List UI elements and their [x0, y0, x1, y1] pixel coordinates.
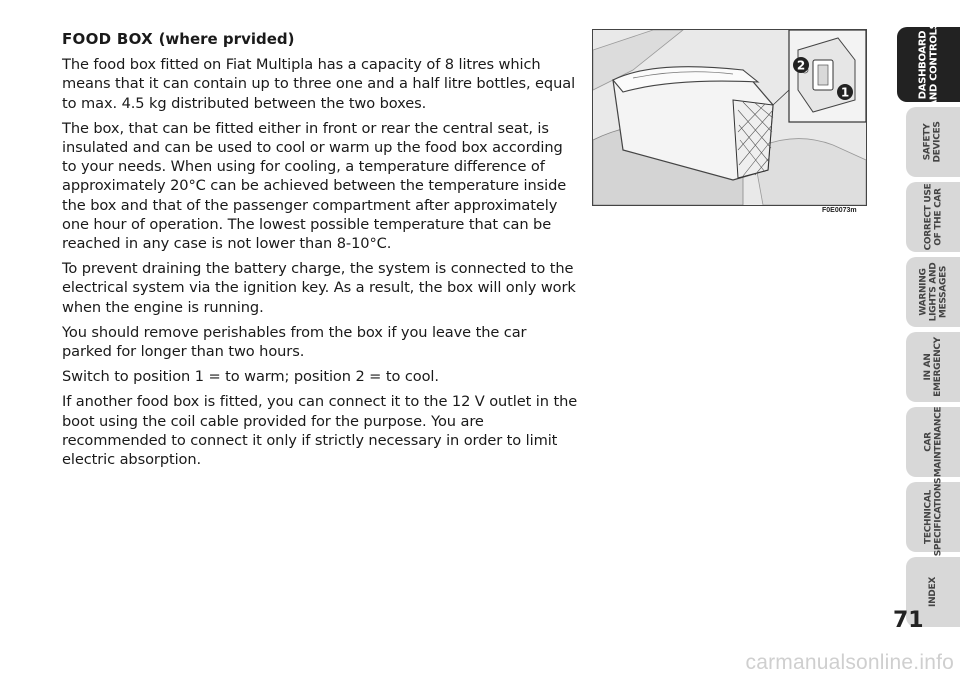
tab-label: IN AN EMERGENCY	[923, 337, 944, 397]
main-content	[62, 30, 578, 475]
tab-label: DASHBOARD AND CONTROLS	[917, 21, 940, 108]
paragraph-perishables: You should remove perishables from the box if you leave the car parked for longer than two hours.	[62, 323, 527, 361]
tab-label: CORRECT USE OF THE CAR	[923, 183, 943, 251]
callout-2-label: 2	[796, 58, 806, 73]
tab-label: CAR MAINTENANCE	[923, 406, 944, 478]
paragraph-battery: To prevent draining the battery charge, the system is connected to the electrical system via the ignition key. As a result, the box will only work when the engine is running.	[62, 260, 576, 316]
food-box-illustration	[592, 29, 867, 206]
paragraph-outlet: If another food box is fitted, you can connect it to the 12 V outlet in the boot using the coil cable provided for the purpose. You are recommended to connect it only if strictly necessary in order to limit electric absorption.	[62, 393, 578, 469]
paragraph-switch: Switch to position 1 = to warm; position 2 = to cool.	[62, 368, 439, 386]
chapter-tabs	[897, 21, 960, 632]
tab-correct-use-of-the-car[interactable]	[906, 182, 960, 252]
watermark: carmanualsonline.info	[745, 651, 954, 674]
tab-safety-devices[interactable]	[906, 107, 960, 177]
food-box-drawing	[593, 30, 866, 205]
tab-label: SAFETY DEVICES	[922, 121, 943, 163]
section-title: FOOD BOX	[62, 30, 154, 48]
paragraph-capacity: The food box fitted on Fiat Multipla has a capacity of 8 litres which means that it can contain up to three one and a half litre bottles, equal to max. 4.5 kg distributed between the two boxes.	[62, 56, 576, 112]
page-number: 71	[893, 608, 924, 633]
tab-label: INDEX	[927, 577, 938, 607]
tab-label: WARNING LIGHTS AND MESSAGES	[918, 262, 949, 322]
tab-in-an-emergency[interactable]	[906, 332, 960, 402]
section-heading	[62, 30, 578, 49]
tab-dashboard-and-controls[interactable]	[897, 21, 960, 108]
tab-technical-specifications[interactable]	[906, 477, 960, 557]
section-title-suffix: (where prvided)	[158, 30, 295, 48]
callout-1-label: 1	[840, 85, 850, 100]
tab-car-maintenance[interactable]	[906, 407, 960, 477]
paragraph-insulation: The box, that can be fitted either in front or rear the central seat, is insulated and can be used to cool or warm up the food box according to your needs. When using for cooling, a temperature difference of approximately 20°C can be achieved between the temperature inside the box and that of the passenger compartment after approximately one hour of operation. The lowest possible temperature that can be reached in any case is not lower than 8-10°C.	[62, 119, 567, 253]
tab-label: TECHNICAL SPECIFICATIONS	[923, 477, 944, 557]
tab-warning-lights-and-messages[interactable]	[906, 257, 960, 327]
figure-code: F0E0073m	[822, 207, 857, 214]
